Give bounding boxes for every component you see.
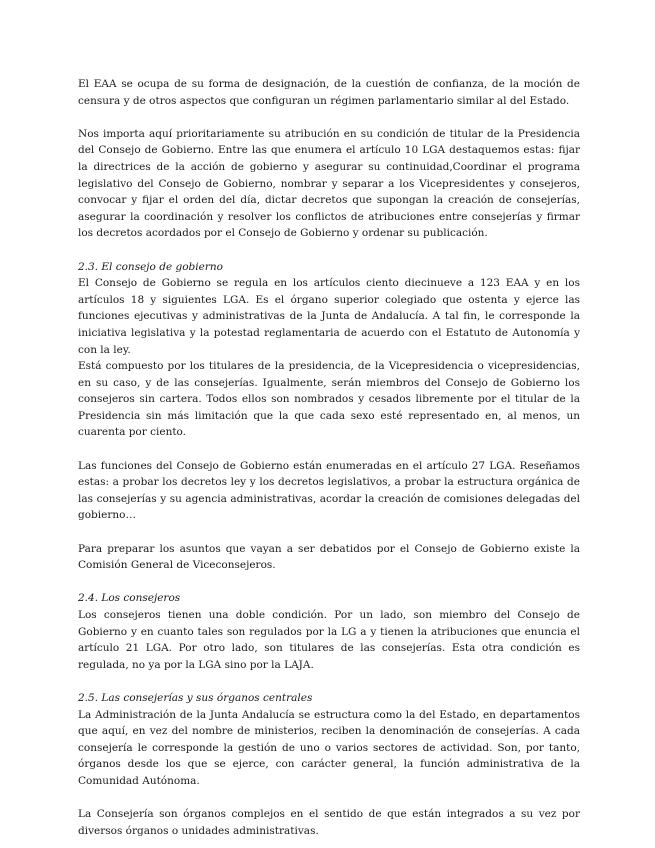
paragraph-text: Para preparar los asuntos que vayan a ser debatidos por el Consejo de Gobierno existe la Comisión General de Viceconsejeros. bbox=[78, 542, 580, 572]
paragraph-text: La Consejería son órganos complejos en el sentido de que están integrados a su vez por diversos órganos o unidades administrativas. bbox=[78, 808, 580, 837]
section-consejeros bbox=[78, 590, 580, 673]
paragraph-comision bbox=[78, 541, 580, 574]
paragraph-text: El EAA se ocupa de su forma de designación, de la cuestión de confianza, de la moción de censura y de otros aspectos que configuran un régimen parlamentario similar al del Estado. bbox=[78, 78, 580, 107]
paragraph-text: Nos importa aquí prioritariamente su atribución en su condición de titular de la Presidencia del Consejo de Gobierno. Entre las que enumera el artículo 10 LGA destaquemos estas: fijar la directrices de la acción de gobierno y asegurar su continuidad,Coordinar el programa legislativo del Consejo de Gobierno, nombrar y separar a los Vicepresidentes y consejeros, convocar y fijar el orden del día, dictar decretos que supongan la creación de consejerías, asegurar la coordinación y resolver los conflictos de atribuciones entre consejerías y firmar los decretos acordados por el Consejo de Gobierno y ordenar su publicación. bbox=[78, 127, 580, 240]
paragraph-text: La Administración de la Junta Andalucía se estructura como la del Estado, en departamentos que aquí, en vez del nombre de ministerios, reciben la denominación de consejerías. A cada consejería le corresponde la gestión de uno o varios sectores de actividad. Son, por tanto, órganos desde los que se ejerce, con carácter general, la función administrativa de la Comunidad Autónoma. bbox=[78, 708, 580, 787]
paragraph-text: Los consejeros tienen una doble condición. Por un lado, son miembro del Consejo de Gobierno y en cuanto tales son regulados por la LG a y tienen la atribuciones que enuncia el artículo 21 LGA. Por otro lado, son titulares de las consejerías. Esta otra condición es regulada, no ya por la LGA sino por la LAJA. bbox=[78, 609, 580, 671]
paragraph-text: Está compuesto por los titulares de la presidencia, de la Vicepresidencia o vicepresidencias, en su caso, y de las consejerías. Igualmente, serán miembros del Consejo de Gobierno los consejeros sin cartera. Todos ellos son nombrados y cesados libremente por el titular de la Presidencia sin más limitación que la que cada sexo esté representado en, al menos, un cuarenta por ciento. bbox=[78, 360, 580, 439]
section-heading: 2.3. El consejo de gobierno bbox=[78, 260, 223, 273]
section-heading: 2.5. Las consejerías y sus órganos centrales bbox=[78, 691, 313, 704]
section-consejo-gobierno bbox=[78, 259, 580, 442]
paragraph-text: El Consejo de Gobierno se regula en los artículos ciento diecinueve a 123 EAA y en los artículos 18 y siguientes LGA. Es el órgano superior colegiado que ostenta y ejerce las funciones ejecutivas y administrativas de la Junta de Andalucía. A tal fin, le corresponde la iniciativa legislativa y la potestad reglamentaria de acuerdo con el Estatuto de Autonomía y con la ley. bbox=[78, 277, 580, 356]
paragraph-text: Las funciones del Consejo de Gobierno están enumeradas en el artículo 27 LGA. Reseñamos estas: a probar los decretos ley y los decretos legislativos, a probar la estructura orgánica de las consejerías y su agencia administrativas, acordar la creación de comisiones delegadas del gobierno… bbox=[78, 459, 580, 522]
section-consejerias bbox=[78, 690, 580, 790]
paragraph-eaa-designacion bbox=[78, 76, 580, 109]
paragraph-funciones bbox=[78, 458, 580, 524]
section-heading: 2.4. Los consejeros bbox=[78, 592, 181, 605]
paragraph-presidencia bbox=[78, 126, 580, 242]
document-page bbox=[78, 76, 580, 839]
paragraph-organos-complejos bbox=[78, 806, 580, 839]
